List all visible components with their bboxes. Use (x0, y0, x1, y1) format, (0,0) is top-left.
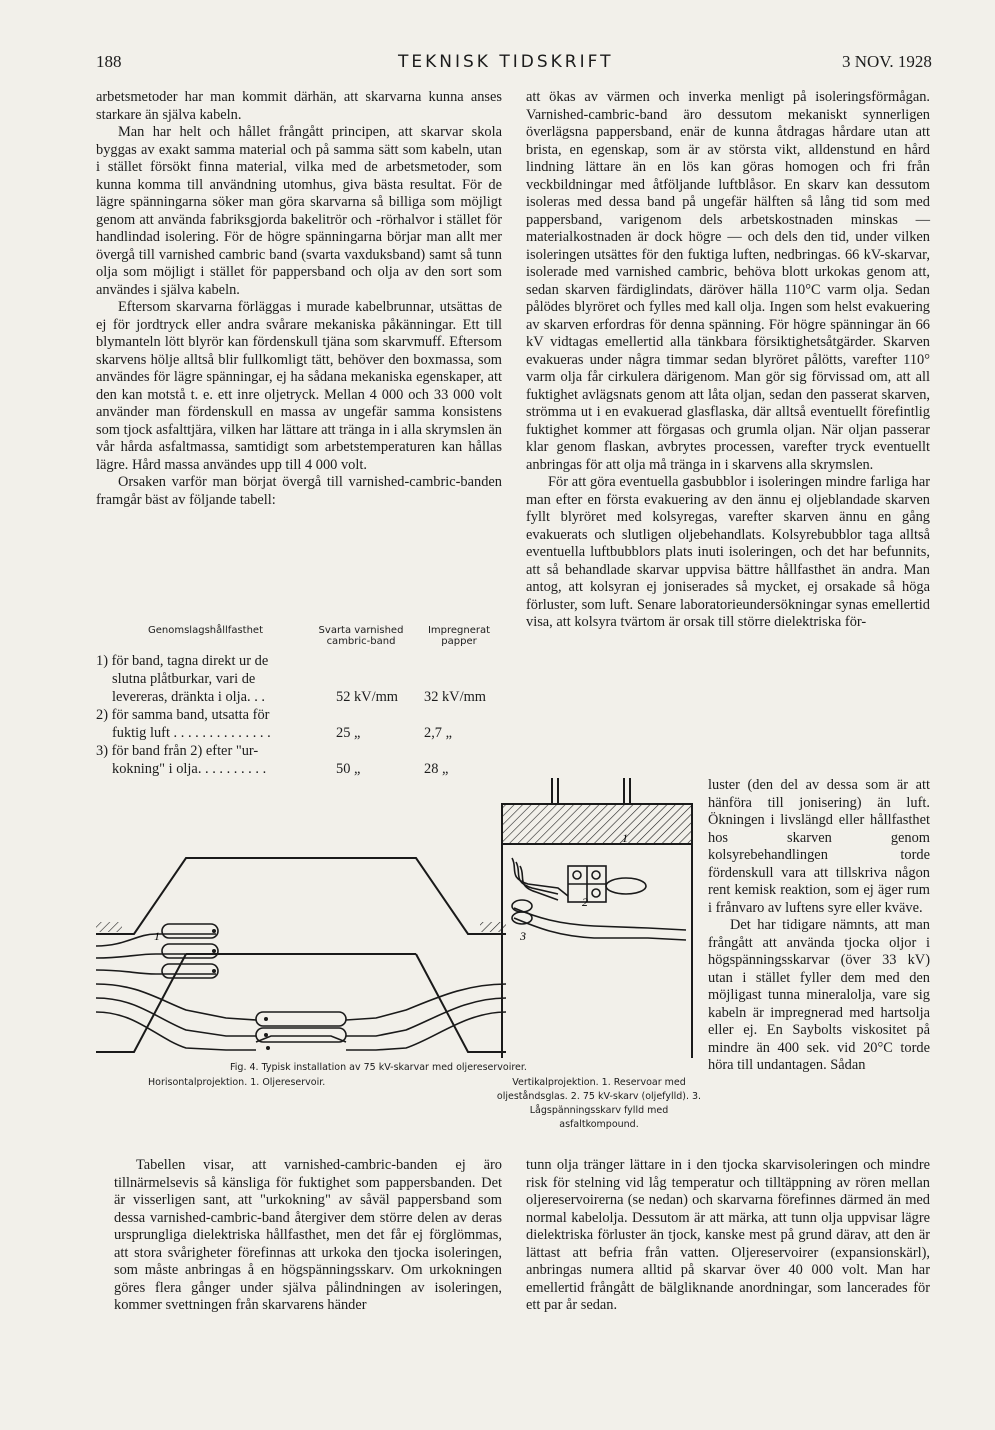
table-row-label: kokning" i olja. . . . . . . . . . (112, 761, 267, 777)
paragraph: att ökas av värmen och inverka menligt på isoleringsförmågan. Varnished-cambric-band äro dessutom mekaniskt synnerligen överlägsna pappersband, enär de kunna åtdragas hårdare utan att brista, en egenskap, som är av största vikt, alldenstund en hård lindning lättare än en lös kan göras homogen och fri från veckbildningar med åtföljande luftblåsor. En skarv kan dessutom isoleras med dessa band på ungefär hälften så lång tid som med pappersband, varigenom dels arbetskostnaden minskas — materialkostnaden är dock högre — och dels den tid, under vilken isoleringen utsättes för den fuktiga luften, nedbringas. 66 kV-skarvar, isolerade med varnished cambric, behöva blott urkokas genom att, sedan skarven färdiglindats, däröver hälla 110°C varm olja. Sedan pålödes blyröret och fylles med kall olja. Ingen som helst evakuering av skarven erfordras för denna spänning. För högre spänningar än 66 kV vidtagas emellertid alla tänkbara försiktighetsåtgärder. Skarven evakueras under några timmar sedan blyröret pålötts, varefter 110° varm olja får cirkulera därigenom. Man gör sig förvissad om, att all fuktighet avlägsnats genom att låta oljan, sedan den passerat skarven, strömma ut i en evakuerad glasflaska, där alltså eventuellt förefintlig fuktighet kommer att förgasas och grumla oljan. När oljan passerar klar genom flaskan, avbrytes processen, varefter tryck eventuellt anbringas för att olja må tränga in i skarvens alla skrymslen. (526, 89, 930, 473)
table-row (96, 688, 508, 706)
table-row (96, 760, 508, 778)
paragraph: luster (den del av dessa som är att hänföra till jonisering) än luft. Ökningen i livslängd eller hållfasthet hos skarven genom kolsyrebehandlingen torde fördenskull vara att tillskriva någon rent kemisk reaktion, som ej äger rum i frånvaro av luftens syre eller kväve. (708, 777, 930, 916)
table-row (96, 742, 508, 760)
figure-label: 3 (520, 929, 526, 943)
table-row-label: 2) för samma band, utsatta för (96, 707, 270, 723)
left-column-top (96, 89, 502, 509)
paragraph: Det har tidigare nämnts, att man frångått att använda tjocka oljor i högspänningsskarvar (över 33 kV) utan i stället fyller dem med den möjligast tunna mineralolja, vare sig kabeln är impregnerad med hartsolja eller ej. En Saybolts viskositet på mindre än 400 sek. vid 20°C torde höra till undantagen. Sådan (708, 917, 930, 1073)
table-row-label: 3) för band från 2) efter "ur- (96, 743, 259, 759)
vertical-projection-drawing (498, 778, 706, 1062)
paragraph: Orsaken varför man börjat övergå till varnished-cambric-banden framgår bäst av följande tabell: (96, 474, 502, 508)
page-number: 188 (96, 52, 122, 71)
table-cell-paper: 28 „ (424, 761, 449, 777)
figure-right-caption: Vertikalprojektion. 1. Reservoar med oljeståndsglas. 2. 75 kV-skarv (oljefylld). 3. Lågspänningsskarv fylld med asfaltkompound. (496, 1077, 702, 1130)
table-row (96, 670, 508, 688)
table-row (96, 724, 508, 742)
table-header-paper: Impregnerat papper (427, 625, 491, 647)
floor-hatch (502, 804, 692, 844)
left-column-bottom (114, 1157, 502, 1315)
table-header-cambric: Svarta varnished cambric-band (318, 625, 404, 647)
figure-label: 1 (154, 929, 160, 943)
table-cell-cambric: 25 „ (336, 725, 361, 741)
horizontal-projection-drawing (96, 842, 506, 1060)
paragraph: arbetsmetoder har man kommit därhän, att skarvarna kunna anses starkare än själva kabeln. (96, 89, 502, 123)
figure-left-caption: Horisontalprojektion. 1. Oljereservoir. (148, 1077, 326, 1088)
table-row-label: levereras, dränkta i olja. . . (112, 689, 266, 705)
wall-hatch (96, 922, 122, 932)
table-row-label: 1) för band, tagna direkt ur de (96, 653, 269, 669)
table-cell-cambric: 50 „ (336, 761, 361, 777)
paragraph: Tabellen visar, att varnished-cambric-banden ej äro tillnärmelsevis så känsliga för fuktighet som pappersbanden. Det är visserligen sant, att "urkokning" av såväl pappersband som dessa varnished-cambric-band återgiver dem större delen av deras ursprungliga dielektriska hållfasthet, men det får ej förglömmas, att stora svårigheter förefinnas att urkoka den tjocka isoleringen, som måste anbringas å en högspänningsskarv. Om urkokningen göres flera gånger under själva pålindningen av isoleringen, kommer svettningen från skarvarens händer (114, 1157, 502, 1313)
table-cell-paper: 2,7 „ (424, 725, 452, 741)
table-row (96, 706, 508, 724)
issue-date: 3 NOV. 1928 (842, 52, 932, 71)
table-row-label: fuktig luft . . . . . . . . . . . . . . (112, 725, 271, 741)
right-column-bottom (526, 1157, 930, 1315)
table-cell-paper: 32 kV/mm (424, 689, 486, 705)
paragraph: För att göra eventuella gasbubblor i isoleringen mindre farliga har man efter en första evakuering av den ännu ej oljeblandade skarven fyllt blyröret med kolsyregas, varefter skarven ännu en gång evakuerats och slutligen oljebehandlats. Kolsyrebubblor taga alltså eventuella luftbubblors plats inuti isoleringen, och det har befunnits, att så behandlade skarvar uppvisa bättre hållfasthet än andra. Man antog, att kolsyran ej joniserades så mycket, ej orsakade så höga förluster, som luft. Senare laboratorieundersökningar synas emellertid visa, att kolsyra tvärtom är orsak till större dielektriska för- (526, 474, 930, 630)
figure-caption: Fig. 4. Typisk installation av 75 kV-skarvar med oljereservoirer. (230, 1062, 527, 1073)
table-header-label: Genomslagshållfasthet (148, 625, 263, 636)
right-wrap-text (708, 777, 930, 1075)
journal-title: TEKNISK TIDSKRIFT (398, 52, 614, 72)
paragraph: Eftersom skarvarna förläggas i murade kabelbrunnar, utsättas de ej för jordtryck eller andra svårare mekaniska påkänningar. Ett till blymanteln lött blyrör kan fördenskull tjäna som skarvmuff. Eftersom skarvens hölje alltså blir fullkomligt tätt, behöver den boxmassa, som användes för lägre spänningar, ej ha sådana mekaniska egenskaper, att den kan motstå t. e. ett inre oljetryck. Mellan 4 000 och 33 000 volt använder man fördenskull en massa av ungefär samma konsistens som tjock asfalttjära, vilken har lättare att tränga in i alla skrymslen än vår hårda asfaltmassa, samtidigt som arbetstemperaturen kan hållas lägre. Hård massa användes upp till 4 000 volt. (96, 299, 502, 473)
table-cell-cambric: 52 kV/mm (336, 689, 398, 705)
paragraph: Man har helt och hållet frångått principen, att skarvar skola byggas av exakt samma material och på samma sätt som kabeln, utan i stället försökt finna material, vilka med de arbetsmetoder, som kunna komma till användning utomhus, giva bästa resultat. För de lägre spänningarna söker man göra skarvarna så billiga som möjligt genom att använda fabriksgjorda bakelitrör och -rörhalvor i stället för handlindad isolering. För de högre spänningarna börjar man allt mer övergå till varnished cambric band (svarta vaxduksband) samt så tunn olja som möjligt i stället för pappersband och olja av den sort som användes i själva kabeln. (96, 124, 502, 298)
figure-label: 2 (582, 895, 588, 909)
paragraph: tunn olja tränger lättare in i den tjocka skarvisoleringen och mindre risk för stelning vid låg temperatur och tilltäppning av rören mellan oljereservoirerna (se nedan) och skarvarna förefinnes därmed än med normal kabelolja. Dessutom är att märka, att tunn olja uppvisar lägre dielektriska förluster än tjock, kanske mest på grund därav, att den är lättast att befria från vatten. Oljereservoirer (expansionskärl), anbringas numera alltid på skarvar över 40 000 volt. Man har emellertid frångått de bälgliknande anordningar, som lancerades för ett par år sedan. (526, 1157, 930, 1313)
right-column-top (526, 89, 930, 632)
table-row-label: slutna plåtburkar, vari de (112, 671, 256, 687)
table-row (96, 652, 508, 670)
figure-label: 1 (622, 831, 628, 845)
